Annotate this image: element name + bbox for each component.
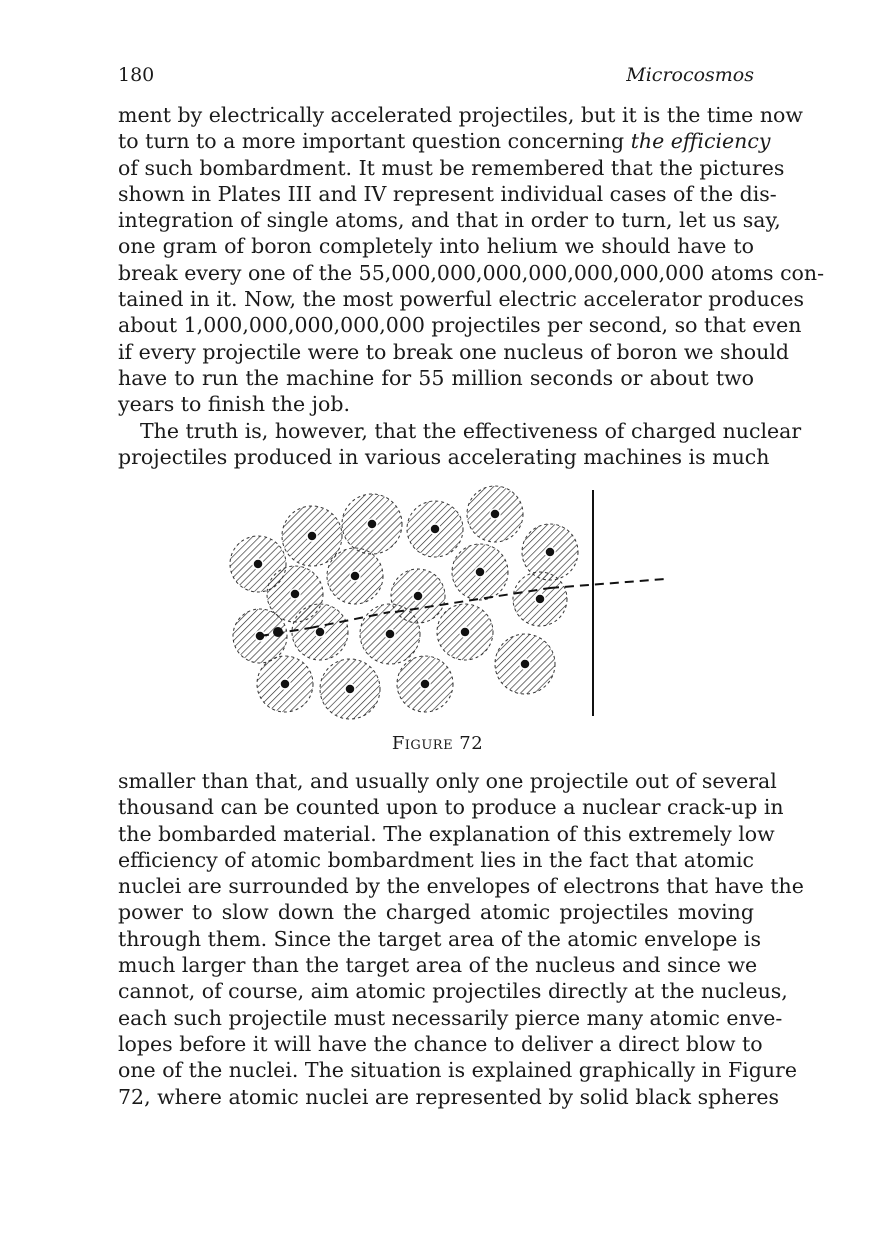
atomic-nucleus xyxy=(280,679,290,689)
atomic-nucleus xyxy=(385,629,395,639)
atomic-nucleus xyxy=(535,594,545,604)
figure-72 xyxy=(220,484,670,734)
caption-text: Figure 72 xyxy=(391,733,484,754)
text-line: much larger than the target area of the nucleus and since we xyxy=(118,953,758,978)
text-line: about 1,000,000,000,000,000 projectiles per second, so that even xyxy=(118,313,802,338)
text-line: one gram of boron completely into helium we should have to xyxy=(118,234,754,259)
text-line: lopes before it will have the chance to deliver a direct blow to xyxy=(118,1031,763,1056)
atomic-nucleus xyxy=(253,559,263,569)
text-line: one of the nuclei. The situation is explained graphically in Figure xyxy=(118,1058,797,1083)
text-line: years to finish the job. xyxy=(118,392,350,417)
atomic-nucleus xyxy=(420,679,430,689)
atom-envelopes xyxy=(230,486,578,719)
atomic-nucleus xyxy=(545,547,555,557)
page-header xyxy=(118,64,754,94)
body-text-upper xyxy=(118,102,825,470)
atomic-nucleus xyxy=(367,519,377,529)
atoms-diagram-icon xyxy=(220,484,670,734)
text-line: nuclei are surrounded by the envelopes of electrons that have the xyxy=(118,874,804,899)
atomic-nucleus xyxy=(475,567,485,577)
text-line: of such bombardment. It must be remembered that the pictures xyxy=(118,155,785,180)
paragraph-1 xyxy=(118,102,825,418)
atomic-nucleus xyxy=(490,509,500,519)
text-line: have to run the machine for 55 million seconds or about two xyxy=(118,365,754,390)
text-line: efficiency of atomic bombardment lies in the fact that atomic xyxy=(118,847,754,872)
running-head: Microcosmos xyxy=(626,64,754,86)
text-line: ment by electrically accelerated projectiles, but it is the time now xyxy=(118,103,803,127)
text-line: break every one of the 55,000,000,000,000,000,000,000 atoms con- xyxy=(118,260,825,285)
page-number: 180 xyxy=(118,64,155,86)
figure-caption xyxy=(0,733,875,754)
text-line-part: to turn to a more important question concerning xyxy=(118,129,625,154)
text-line: if every projectile were to break one nucleus of boron we should xyxy=(118,339,789,364)
atomic-nucleus xyxy=(345,684,355,694)
atomic-nucleus xyxy=(350,571,360,581)
text-line: thousand can be counted upon to produce a nuclear crack-up in xyxy=(118,795,784,820)
paragraph-2 xyxy=(118,418,802,471)
text-line: 72, where atomic nuclei are represented by solid black spheres xyxy=(118,1084,779,1109)
atomic-nucleus xyxy=(307,531,317,541)
body-text-lower xyxy=(118,768,804,1110)
text-line: integration of single atoms, and that in order to turn, let us say, xyxy=(118,208,781,233)
atomic-nucleus xyxy=(290,589,300,599)
atomic-nucleus xyxy=(430,524,440,534)
text-line: through them. Since the target area of the atomic envelope is xyxy=(118,926,761,951)
emphasis-text: the efficiency xyxy=(630,129,771,154)
text-line: shown in Plates III and IV represent individual cases of the dis- xyxy=(118,181,777,206)
atomic-nucleus xyxy=(460,627,470,637)
text-line: power to slow down the charged atomic projectiles moving xyxy=(118,900,754,925)
text-line: The truth is, however, that the effectiveness of charged nuclear xyxy=(140,418,802,443)
text-line: projectiles produced in various accelerating machines is much xyxy=(118,444,770,469)
atomic-nucleus xyxy=(413,591,423,601)
projectile xyxy=(273,627,283,637)
text-line: cannot, of course, aim atomic projectiles directly at the nucleus, xyxy=(118,979,788,1004)
paragraph-3 xyxy=(118,768,804,1110)
text-line: the bombarded material. The explanation of this extremely low xyxy=(118,821,775,846)
text-line: smaller than that, and usually only one projectile out of several xyxy=(118,769,777,793)
text-line xyxy=(118,128,771,154)
atomic-nucleus xyxy=(315,627,325,637)
text-line: tained in it. Now, the most powerful electric accelerator produces xyxy=(118,287,805,312)
atomic-nucleus xyxy=(520,659,530,669)
text-line: each such projectile must necessarily pierce many atomic enve- xyxy=(118,1005,783,1030)
